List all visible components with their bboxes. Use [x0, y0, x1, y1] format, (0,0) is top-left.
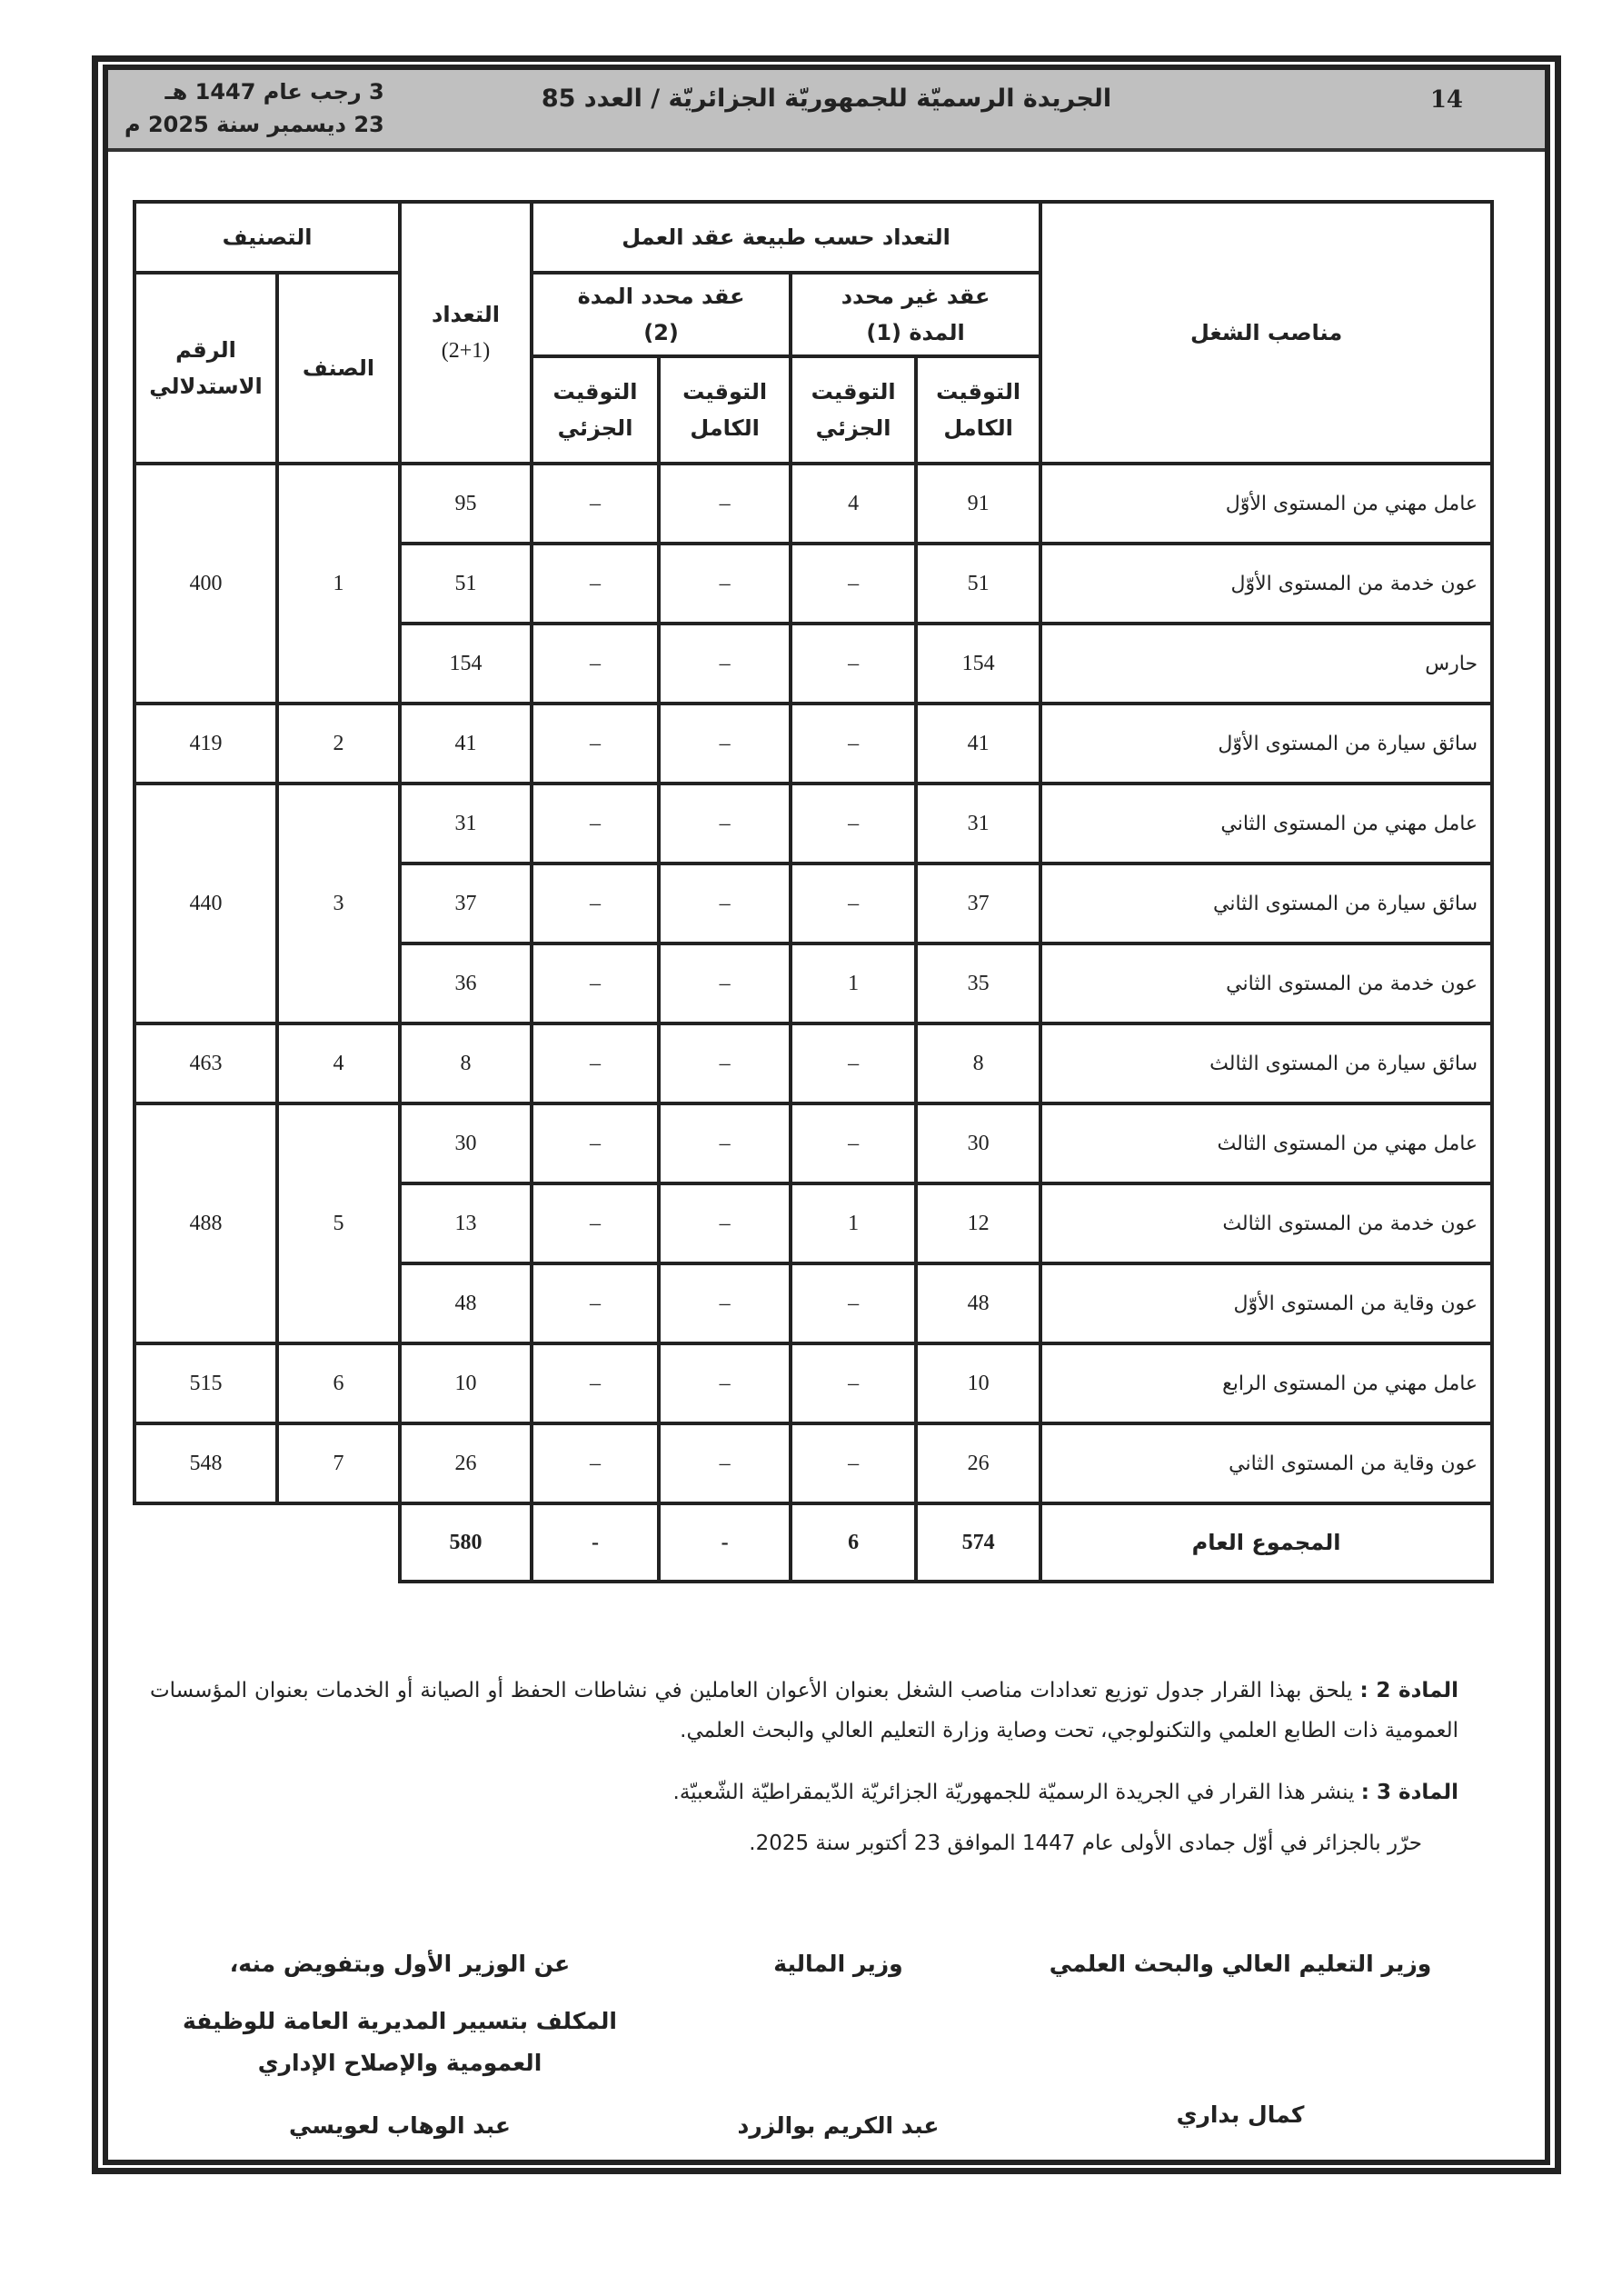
- header-fix-full-time: التوقيت الكامل: [659, 356, 791, 464]
- table-row: [134, 784, 1492, 863]
- job-title-cell: عون خدمة من المستوى الثاني: [1040, 943, 1492, 1023]
- signature-3-name: عبد الوهاب لعويسي: [289, 2112, 511, 2139]
- row-total-cell: 8: [400, 1023, 532, 1103]
- table-row: [134, 1423, 1492, 1503]
- fixed-part-time-cell: –: [532, 544, 659, 624]
- header-total-label: التعداد: [432, 302, 501, 327]
- indefinite-full-time-cell: 26: [916, 1423, 1040, 1503]
- blank-cell: [134, 1503, 400, 1582]
- fixed-part-time-cell: –: [532, 863, 659, 943]
- index-number-cell: 440: [134, 784, 277, 1023]
- fixed-full-time-cell: –: [659, 1343, 791, 1423]
- indefinite-full-time-cell: 12: [916, 1183, 1040, 1263]
- signature-1-name: كمال بداري: [1176, 2101, 1305, 2128]
- table-body: [134, 464, 1492, 1582]
- indefinite-part-time-cell: –: [791, 704, 916, 784]
- grand-total-label: المجموع العام: [1040, 1503, 1492, 1582]
- table-row: [134, 464, 1492, 544]
- indefinite-part-time-cell: –: [791, 544, 916, 624]
- fixed-part-time-cell: –: [532, 784, 659, 863]
- fixed-full-time-cell: –: [659, 1103, 791, 1183]
- index-number-cell: 463: [134, 1023, 277, 1103]
- signature-1: [1022, 1951, 1458, 2084]
- job-title-cell: عون خدمة من المستوى الثالث: [1040, 1183, 1492, 1263]
- fixed-part-time-cell: –: [532, 464, 659, 544]
- category-cell: 4: [277, 1023, 400, 1103]
- header-count-by-contract: التعداد حسب طبيعة عقد العمل: [532, 202, 1040, 273]
- indefinite-full-time-cell: 31: [916, 784, 1040, 863]
- header-classification: التصنيف: [134, 202, 400, 273]
- category-cell: 7: [277, 1423, 400, 1503]
- header-fix-part-time: التوقيت الجزئي: [532, 356, 659, 464]
- header-total: [400, 202, 532, 464]
- category-cell: 1: [277, 464, 400, 704]
- fixed-part-time-cell: –: [532, 1423, 659, 1503]
- job-positions-table: [133, 200, 1494, 1583]
- index-number-cell: 400: [134, 464, 277, 704]
- signature-2-title: وزير المالية: [773, 1951, 903, 1977]
- fixed-part-time-cell: –: [532, 1103, 659, 1183]
- indefinite-part-time-cell: –: [791, 624, 916, 704]
- job-title-cell: عامل مهني من المستوى الرابع: [1040, 1343, 1492, 1423]
- fixed-part-time-cell: –: [532, 624, 659, 704]
- job-title-cell: سائق سيارة من المستوى الثالث: [1040, 1023, 1492, 1103]
- job-title-cell: عون وقاية من المستوى الأوّل: [1040, 1263, 1492, 1343]
- page-number: 14: [1429, 86, 1463, 114]
- article-2-text: يلحق بهذا القرار جدول توزيع تعدادات مناصب الشغل بعنوان الأعوان العاملين في نشاطات الحفظ أو الصيانة أو الخدمات بعنوان المؤسسات العمومية ذات الطابع العلمي والتكنولوجي، تحت وصاية وزارة التعليم العالي والبحث العلمي.: [150, 1679, 1458, 1742]
- row-total-cell: 30: [400, 1103, 532, 1183]
- row-total-cell: 26: [400, 1423, 532, 1503]
- page-header: [108, 70, 1545, 152]
- fixed-part-time-cell: –: [532, 1023, 659, 1103]
- row-total-cell: 41: [400, 704, 532, 784]
- grand-total-fix-full: -: [659, 1503, 791, 1582]
- indefinite-full-time-cell: 37: [916, 863, 1040, 943]
- fixed-full-time-cell: –: [659, 1023, 791, 1103]
- fixed-part-time-cell: –: [532, 1343, 659, 1423]
- fixed-part-time-cell: –: [532, 943, 659, 1023]
- indefinite-full-time-cell: 10: [916, 1343, 1040, 1423]
- indefinite-part-time-cell: 4: [791, 464, 916, 544]
- category-cell: 3: [277, 784, 400, 1023]
- fixed-full-time-cell: –: [659, 1423, 791, 1503]
- fixed-full-time-cell: –: [659, 784, 791, 863]
- fixed-full-time-cell: –: [659, 1183, 791, 1263]
- indefinite-full-time-cell: 48: [916, 1263, 1040, 1343]
- index-number-cell: 548: [134, 1423, 277, 1503]
- indefinite-part-time-cell: 1: [791, 943, 916, 1023]
- row-total-cell: 36: [400, 943, 532, 1023]
- article-2-label: المادة 2 :: [1359, 1679, 1458, 1702]
- article-3: [150, 1772, 1458, 1812]
- fixed-full-time-cell: –: [659, 464, 791, 544]
- signatures: [145, 1951, 1458, 2084]
- table-row: [134, 1023, 1492, 1103]
- fixed-full-time-cell: –: [659, 943, 791, 1023]
- header-ind-part-time: التوقيت الجزئي: [791, 356, 916, 464]
- row-total-cell: 37: [400, 863, 532, 943]
- row-total-cell: 51: [400, 544, 532, 624]
- header-indefinite-contract: عقد غير محدد المدة (1): [791, 273, 1040, 356]
- signature-3: [145, 1951, 654, 2084]
- gazette-title: الجريدة الرسميّة للجمهوريّة الجزائريّة / العدد 85: [541, 85, 1112, 113]
- row-total-cell: 48: [400, 1263, 532, 1343]
- hijri-date: 3 رجب عام 1447 هـ: [164, 79, 384, 105]
- header-job-positions: مناصب الشغل: [1040, 202, 1492, 464]
- indefinite-part-time-cell: –: [791, 1103, 916, 1183]
- header-index-number: الرقم الاستدلالي: [134, 273, 277, 464]
- indefinite-full-time-cell: 8: [916, 1023, 1040, 1103]
- category-cell: 5: [277, 1103, 400, 1343]
- table-row: [134, 704, 1492, 784]
- indefinite-part-time-cell: –: [791, 1423, 916, 1503]
- job-title-cell: عامل مهني من المستوى الثاني: [1040, 784, 1492, 863]
- index-number-cell: 488: [134, 1103, 277, 1343]
- job-title-cell: حارس: [1040, 624, 1492, 704]
- job-title-cell: سائق سيارة من المستوى الثاني: [1040, 863, 1492, 943]
- indefinite-part-time-cell: –: [791, 1263, 916, 1343]
- indefinite-full-time-cell: 30: [916, 1103, 1040, 1183]
- row-total-cell: 10: [400, 1343, 532, 1423]
- article-3-text: ينشر هذا القرار في الجريدة الرسميّة للجمهوريّة الجزائريّة الدّيمقراطيّة الشّعبيّة.: [672, 1781, 1355, 1804]
- article-3-label: المادة 3 :: [1360, 1781, 1458, 1804]
- fixed-full-time-cell: –: [659, 863, 791, 943]
- signature-3-title: عن الوزير الأول وبتفويض منه،: [229, 1951, 571, 1977]
- signed-at: حرّر بالجزائر في أوّل جمادى الأولى عام 1447 الموافق 23 أكتوبر سنة 2025.: [749, 1832, 1422, 1855]
- fixed-part-time-cell: –: [532, 1183, 659, 1263]
- job-title-cell: عون وقاية من المستوى الثاني: [1040, 1423, 1492, 1503]
- table-row: [134, 1343, 1492, 1423]
- signature-2: [689, 1951, 989, 2084]
- job-title-cell: عون خدمة من المستوى الأوّل: [1040, 544, 1492, 624]
- job-title-cell: عامل مهني من المستوى الأوّل: [1040, 464, 1492, 544]
- header-category: الصنف: [277, 273, 400, 464]
- signature-names: [145, 2101, 1458, 2139]
- indefinite-part-time-cell: –: [791, 863, 916, 943]
- article-2: [150, 1671, 1458, 1751]
- fixed-full-time-cell: –: [659, 544, 791, 624]
- job-title-cell: سائق سيارة من المستوى الأوّل: [1040, 704, 1492, 784]
- fixed-full-time-cell: –: [659, 704, 791, 784]
- grand-total-value: 580: [400, 1503, 532, 1582]
- indefinite-full-time-cell: 41: [916, 704, 1040, 784]
- fixed-full-time-cell: –: [659, 624, 791, 704]
- signature-2-name: عبد الكريم بوالزرد: [737, 2112, 940, 2139]
- job-title-cell: عامل مهني من المستوى الثالث: [1040, 1103, 1492, 1183]
- fixed-part-time-cell: –: [532, 704, 659, 784]
- indefinite-part-time-cell: –: [791, 784, 916, 863]
- indefinite-part-time-cell: –: [791, 1343, 916, 1423]
- gregorian-date: 23 ديسمبر سنة 2025 م: [124, 112, 384, 137]
- grand-total-fix-part: -: [532, 1503, 659, 1582]
- fixed-full-time-cell: –: [659, 1263, 791, 1343]
- indefinite-full-time-cell: 35: [916, 943, 1040, 1023]
- indefinite-full-time-cell: 51: [916, 544, 1040, 624]
- grand-total-ind-part: 6: [791, 1503, 916, 1582]
- category-cell: 6: [277, 1343, 400, 1423]
- grand-total-ind-full: 574: [916, 1503, 1040, 1582]
- signature-3-subtitle: المكلف بتسيير المديرية العامة للوظيفة العمومية والإصلاح الإداري: [183, 2008, 617, 2076]
- grand-total-row: [134, 1503, 1492, 1582]
- category-cell: 2: [277, 704, 400, 784]
- indefinite-part-time-cell: 1: [791, 1183, 916, 1263]
- fixed-part-time-cell: –: [532, 1263, 659, 1343]
- indefinite-full-time-cell: 154: [916, 624, 1040, 704]
- index-number-cell: 419: [134, 704, 277, 784]
- row-total-cell: 31: [400, 784, 532, 863]
- row-total-cell: 95: [400, 464, 532, 544]
- header-ind-full-time: التوقيت الكامل: [916, 356, 1040, 464]
- signature-1-title: وزير التعليم العالي والبحث العلمي: [1049, 1951, 1432, 1977]
- header-total-formula: (2+1): [441, 339, 491, 363]
- indefinite-full-time-cell: 91: [916, 464, 1040, 544]
- table-row: [134, 1103, 1492, 1183]
- issue-date: [124, 75, 384, 141]
- row-total-cell: 154: [400, 624, 532, 704]
- indefinite-part-time-cell: –: [791, 1023, 916, 1103]
- header-fixed-contract: عقد محدد المدة (2): [532, 273, 791, 356]
- index-number-cell: 515: [134, 1343, 277, 1423]
- row-total-cell: 13: [400, 1183, 532, 1263]
